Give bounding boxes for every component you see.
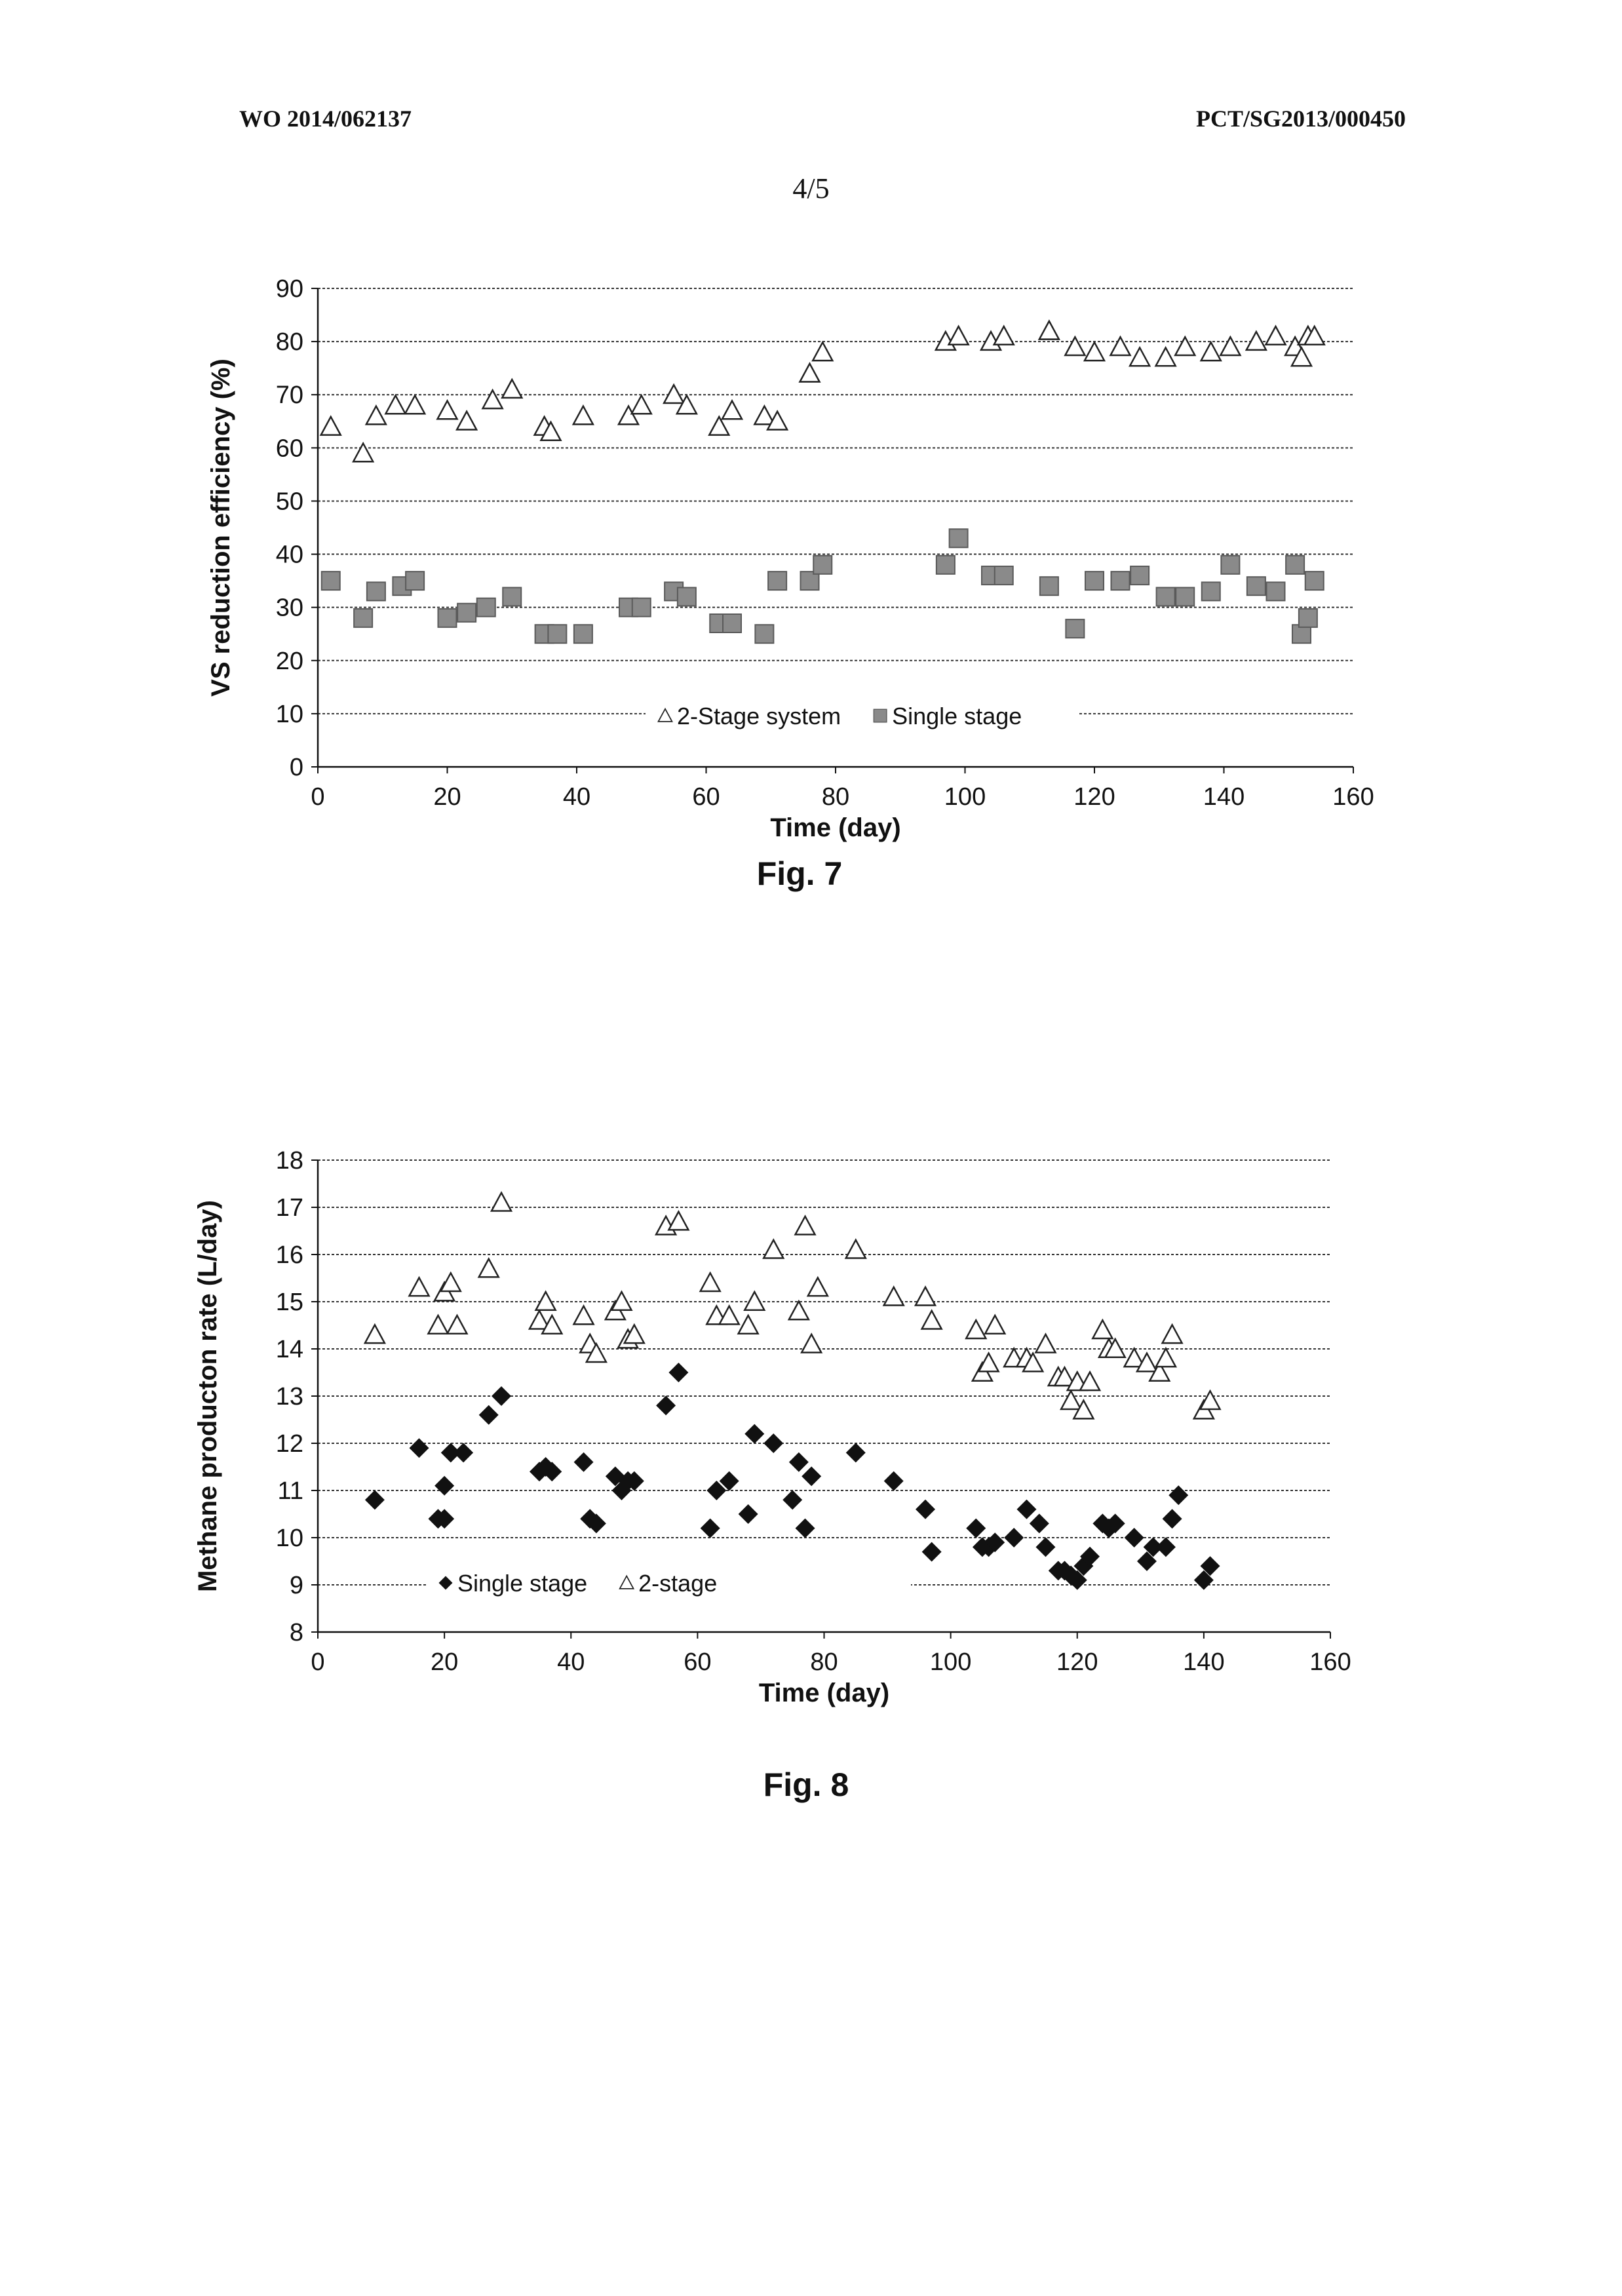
point-2-stage-system [483, 390, 503, 408]
point-single-stage [479, 1405, 499, 1425]
point-2-stage-system [1201, 342, 1221, 360]
y-tick-label: 11 [277, 1477, 303, 1505]
point-single-stage [1247, 577, 1265, 595]
point-2-stage [739, 1315, 758, 1334]
y-tick-label: 30 [275, 594, 303, 622]
point-2-stage [1035, 1334, 1055, 1353]
legend-label-2-stage-system: 2-Stage system [677, 703, 841, 730]
application-number: PCT/SG2013/000450 [1195, 106, 1406, 132]
y-tick-label: 80 [275, 328, 303, 357]
point-2-stage [808, 1277, 828, 1296]
point-single-stage [1125, 1528, 1144, 1547]
point-single-stage [406, 572, 424, 590]
x-tick-label: 40 [562, 783, 591, 811]
y-tick-label: 9 [289, 1572, 303, 1599]
x-tick-label: 60 [692, 783, 720, 811]
legend-marker-single-stage [874, 709, 887, 722]
point-single-stage [1286, 556, 1304, 574]
point-2-stage-system [800, 364, 820, 382]
point-single-stage [574, 625, 592, 643]
page-number: 4/5 [792, 172, 830, 204]
point-2-stage-system [632, 395, 651, 414]
x-tick-label: 120 [1073, 783, 1115, 811]
point-single-stage [846, 1443, 866, 1462]
figure-caption: Fig. 8 [763, 1766, 849, 1803]
point-2-stage [1061, 1391, 1081, 1409]
point-2-stage [966, 1320, 986, 1338]
point-2-stage-system [1175, 337, 1195, 355]
point-single-stage [574, 1452, 594, 1472]
point-single-stage [457, 604, 476, 622]
point-2-stage [744, 1292, 764, 1310]
point-single-stage [1202, 582, 1220, 600]
x-tick-label: 100 [944, 783, 986, 811]
point-2-stage-system [438, 401, 457, 419]
point-2-stage-system [1065, 337, 1085, 355]
legend-label-single-stage: Single stage [892, 703, 1022, 730]
x-axis-title: Time (day) [758, 1679, 890, 1707]
point-single-stage [782, 1490, 802, 1509]
point-2-stage-system [994, 326, 1014, 345]
point-single-stage [1130, 566, 1149, 585]
y-tick-label: 10 [275, 1525, 303, 1552]
x-tick-label: 80 [821, 783, 850, 811]
point-2-stage [916, 1287, 935, 1306]
x-tick-label: 0 [311, 783, 325, 811]
point-2-stage [479, 1259, 499, 1277]
point-single-stage [454, 1443, 473, 1462]
point-single-stage [1299, 609, 1317, 627]
point-single-stage [365, 1490, 385, 1509]
point-2-stage [365, 1325, 385, 1343]
point-2-stage-system [1156, 347, 1176, 366]
point-single-stage [739, 1504, 758, 1524]
point-single-stage [763, 1433, 783, 1453]
point-single-stage [916, 1500, 935, 1519]
point-single-stage [1066, 619, 1084, 638]
point-single-stage [813, 556, 832, 574]
point-single-stage [1085, 572, 1104, 590]
point-2-stage [763, 1240, 783, 1258]
y-tick-label: 13 [275, 1383, 303, 1411]
point-2-stage-system [573, 406, 593, 425]
x-tick-label: 160 [1309, 1648, 1351, 1676]
point-2-stage [410, 1277, 429, 1296]
x-tick-label: 60 [684, 1648, 712, 1676]
point-single-stage [477, 598, 495, 617]
point-single-stage [723, 614, 741, 632]
point-2-stage [447, 1315, 467, 1334]
point-2-stage-system [386, 395, 406, 414]
point-single-stage [1111, 572, 1130, 590]
point-single-stage [548, 625, 566, 643]
point-2-stage [922, 1311, 942, 1329]
x-tick-label: 120 [1056, 1648, 1098, 1676]
point-2-stage-system [813, 342, 832, 360]
y-tick-label: 10 [275, 700, 303, 728]
x-tick-label: 100 [929, 1648, 972, 1676]
point-2-stage-system [353, 443, 373, 461]
point-2-stage-system [502, 379, 522, 398]
point-2-stage [884, 1287, 904, 1306]
point-single-stage [1168, 1485, 1188, 1505]
y-tick-label: 8 [289, 1619, 303, 1646]
point-single-stage [922, 1542, 942, 1562]
point-2-stage-system [366, 406, 386, 425]
point-single-stage [701, 1519, 720, 1538]
point-2-stage-system [1246, 332, 1266, 350]
y-tick-label: 17 [275, 1194, 303, 1222]
point-single-stage [1221, 556, 1239, 574]
point-single-stage [1163, 1509, 1182, 1528]
x-tick-label: 0 [311, 1648, 325, 1676]
y-tick-label: 14 [275, 1336, 303, 1363]
point-single-stage [632, 598, 651, 617]
x-tick-label: 140 [1183, 1648, 1225, 1676]
point-2-stage-system [1130, 347, 1149, 366]
point-single-stage [1305, 572, 1324, 590]
fig7-chart [0, 262, 1622, 944]
point-2-stage [536, 1292, 556, 1310]
x-axis-title: Time (day) [770, 813, 901, 842]
point-single-stage [937, 556, 955, 574]
point-single-stage [966, 1519, 986, 1538]
point-single-stage [950, 529, 968, 547]
point-single-stage [884, 1471, 904, 1491]
point-2-stage [1156, 1348, 1176, 1367]
point-2-stage-system [1220, 337, 1240, 355]
legend-label-single-stage: Single stage [457, 1570, 588, 1597]
y-tick-label: 20 [275, 647, 303, 675]
point-2-stage [1163, 1325, 1182, 1343]
point-single-stage [656, 1395, 676, 1415]
y-tick-label: 40 [275, 541, 303, 569]
point-single-stage [768, 572, 786, 590]
point-single-stage [1035, 1537, 1055, 1557]
x-tick-label: 140 [1203, 783, 1245, 811]
x-tick-label: 20 [433, 783, 461, 811]
point-2-stage-system [949, 326, 969, 345]
x-tick-label: 160 [1332, 783, 1374, 811]
point-2-stage [796, 1216, 815, 1235]
point-single-stage [438, 609, 457, 627]
point-single-stage [410, 1438, 429, 1458]
x-tick-label: 80 [810, 1648, 838, 1676]
point-single-stage [434, 1476, 454, 1496]
point-2-stage-system [1039, 321, 1059, 340]
point-single-stage [1040, 577, 1058, 595]
point-2-stage-system [1111, 337, 1130, 355]
point-2-stage [1092, 1320, 1112, 1338]
point-2-stage-system [664, 385, 684, 403]
point-single-stage [678, 587, 696, 606]
point-single-stage [322, 572, 340, 590]
point-single-stage [1176, 587, 1194, 606]
point-2-stage [985, 1315, 1005, 1334]
y-tick-label: 12 [275, 1430, 303, 1458]
y-tick-label: 70 [275, 381, 303, 410]
point-single-stage [668, 1363, 688, 1382]
point-2-stage-system [722, 401, 742, 419]
point-2-stage [846, 1240, 866, 1258]
y-tick-label: 60 [275, 435, 303, 463]
y-tick-label: 90 [275, 275, 303, 303]
point-single-stage [492, 1386, 511, 1406]
point-2-stage [701, 1273, 720, 1291]
point-2-stage-system [1266, 326, 1286, 345]
y-axis-title: Methane producton rate (L/day) [193, 1200, 222, 1592]
y-axis-title: VS reduction efficiency (%) [206, 359, 235, 697]
document-number: WO 2014/062137 [239, 106, 412, 132]
point-2-stage [492, 1193, 511, 1211]
point-single-stage [367, 582, 385, 600]
point-single-stage [755, 625, 773, 643]
point-2-stage-system [405, 395, 425, 414]
x-tick-label: 20 [430, 1648, 459, 1676]
x-tick-label: 40 [557, 1648, 585, 1676]
point-single-stage [789, 1452, 809, 1472]
point-2-stage-system [457, 412, 476, 430]
point-2-stage-system [1085, 342, 1104, 360]
legend-label-2-stage: 2-stage [638, 1570, 718, 1597]
point-single-stage [744, 1424, 764, 1444]
y-tick-label: 50 [275, 488, 303, 516]
point-2-stage [428, 1315, 448, 1334]
point-2-stage [574, 1306, 594, 1325]
point-single-stage [796, 1519, 815, 1538]
point-single-stage [503, 587, 521, 606]
point-single-stage [801, 1466, 821, 1486]
point-single-stage [1267, 582, 1285, 600]
point-2-stage [789, 1301, 809, 1319]
point-single-stage [354, 609, 372, 627]
point-single-stage [995, 566, 1013, 585]
point-2-stage [668, 1212, 688, 1230]
point-single-stage [1004, 1528, 1024, 1547]
point-single-stage [1156, 1537, 1176, 1557]
y-tick-label: 16 [275, 1241, 303, 1269]
point-single-stage [1017, 1500, 1037, 1519]
y-tick-label: 0 [289, 754, 303, 781]
figure-caption: Fig. 7 [756, 855, 843, 892]
y-tick-label: 15 [275, 1289, 303, 1316]
point-single-stage [1157, 587, 1175, 606]
point-2-stage [801, 1334, 821, 1353]
fig8-chart [0, 1127, 1622, 1822]
y-tick-label: 18 [275, 1147, 303, 1175]
point-single-stage [1030, 1513, 1049, 1533]
point-2-stage-system [321, 417, 341, 435]
